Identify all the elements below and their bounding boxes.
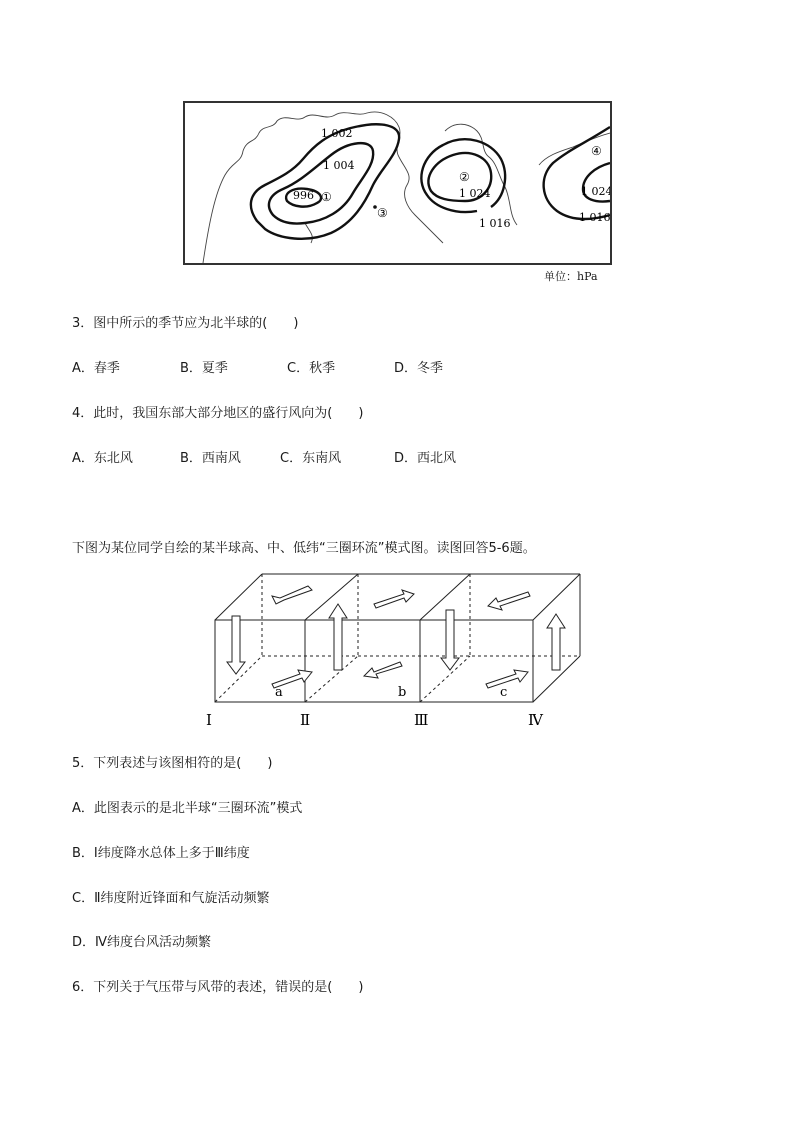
marker-label: ④ — [591, 144, 602, 158]
circulation-diagram — [200, 570, 590, 730]
arrow-up — [547, 614, 565, 670]
arrow-left — [364, 662, 402, 678]
q5-option-b: B．Ⅰ纬度降水总体上多于Ⅲ纬度 — [72, 846, 250, 861]
isobar-map-drawing — [185, 103, 610, 263]
question-4-stem: 4．此时，我国东部大部分地区的盛行风向为( ) — [72, 406, 364, 421]
isobar-label: 1 004 — [323, 159, 355, 172]
latitude-label-2: Ⅱ — [300, 711, 311, 729]
isobar-1016-right — [544, 127, 610, 219]
point-marker — [373, 205, 377, 209]
isobar-label: 1 024 — [581, 185, 610, 198]
arrow-left — [272, 586, 312, 604]
marker-label: ③ — [377, 206, 388, 220]
question-5-stem: 5．下列表述与该图相符的是( ) — [72, 756, 273, 771]
arrow-left — [488, 592, 530, 610]
q5-option-a: A．此图表示的是北半球“三圈环流”模式 — [72, 801, 303, 816]
arrow-right — [374, 590, 414, 608]
q3-option-d: D．冬季 — [394, 361, 444, 376]
isobar-label: 996 — [293, 189, 314, 202]
arrow-down — [227, 616, 245, 674]
q4-option-a: A．东北风 — [72, 451, 133, 466]
map-unit: 单位：hPa — [544, 270, 598, 283]
isobar-map — [183, 101, 612, 265]
isobar-label: 1 002 — [321, 127, 353, 140]
q4-option-d: D．西北风 — [394, 451, 457, 466]
marker-label: ② — [459, 170, 470, 184]
cell-label-a: a — [275, 685, 283, 700]
latitude-label-3: Ⅲ — [414, 711, 429, 729]
q3-option-c: C．秋季 — [287, 361, 336, 376]
arrow-up — [329, 604, 347, 670]
q4-option-c: C．东南风 — [280, 451, 342, 466]
section-intro: 下图为某位同学自绘的某半球高、中、低纬“三圈环流”模式图。读图回答5-6题。 — [72, 541, 536, 556]
q4-option-b: B．西南风 — [180, 451, 241, 466]
q3-option-a: A．春季 — [72, 361, 120, 376]
cell-label-b: b — [398, 685, 407, 700]
question-6-stem: 6．下列关于气压带与风带的表述，错误的是( ) — [72, 980, 364, 995]
coastline — [305, 223, 312, 243]
question-3-stem: 3．图中所示的季节应为北半球的( ) — [72, 316, 299, 331]
arrow-down — [441, 610, 459, 670]
isobar-label: 1 016 — [579, 211, 610, 224]
cell-label-c: c — [500, 685, 508, 700]
q3-option-b: B．夏季 — [180, 361, 228, 376]
latitude-label-1: Ⅰ — [206, 711, 212, 729]
isobar-label: 1 016 — [479, 217, 511, 230]
q5-option-d: D．Ⅳ纬度台风活动频繁 — [72, 935, 212, 950]
latitude-label-4: Ⅳ — [528, 711, 543, 729]
q5-option-c: C．Ⅱ纬度附近锋面和气旋活动频繁 — [72, 891, 270, 906]
isobar-1002 — [251, 124, 399, 238]
isobar-label: 1 024 — [459, 187, 491, 200]
box-front-face — [215, 620, 533, 702]
marker-label: ① — [321, 190, 332, 204]
